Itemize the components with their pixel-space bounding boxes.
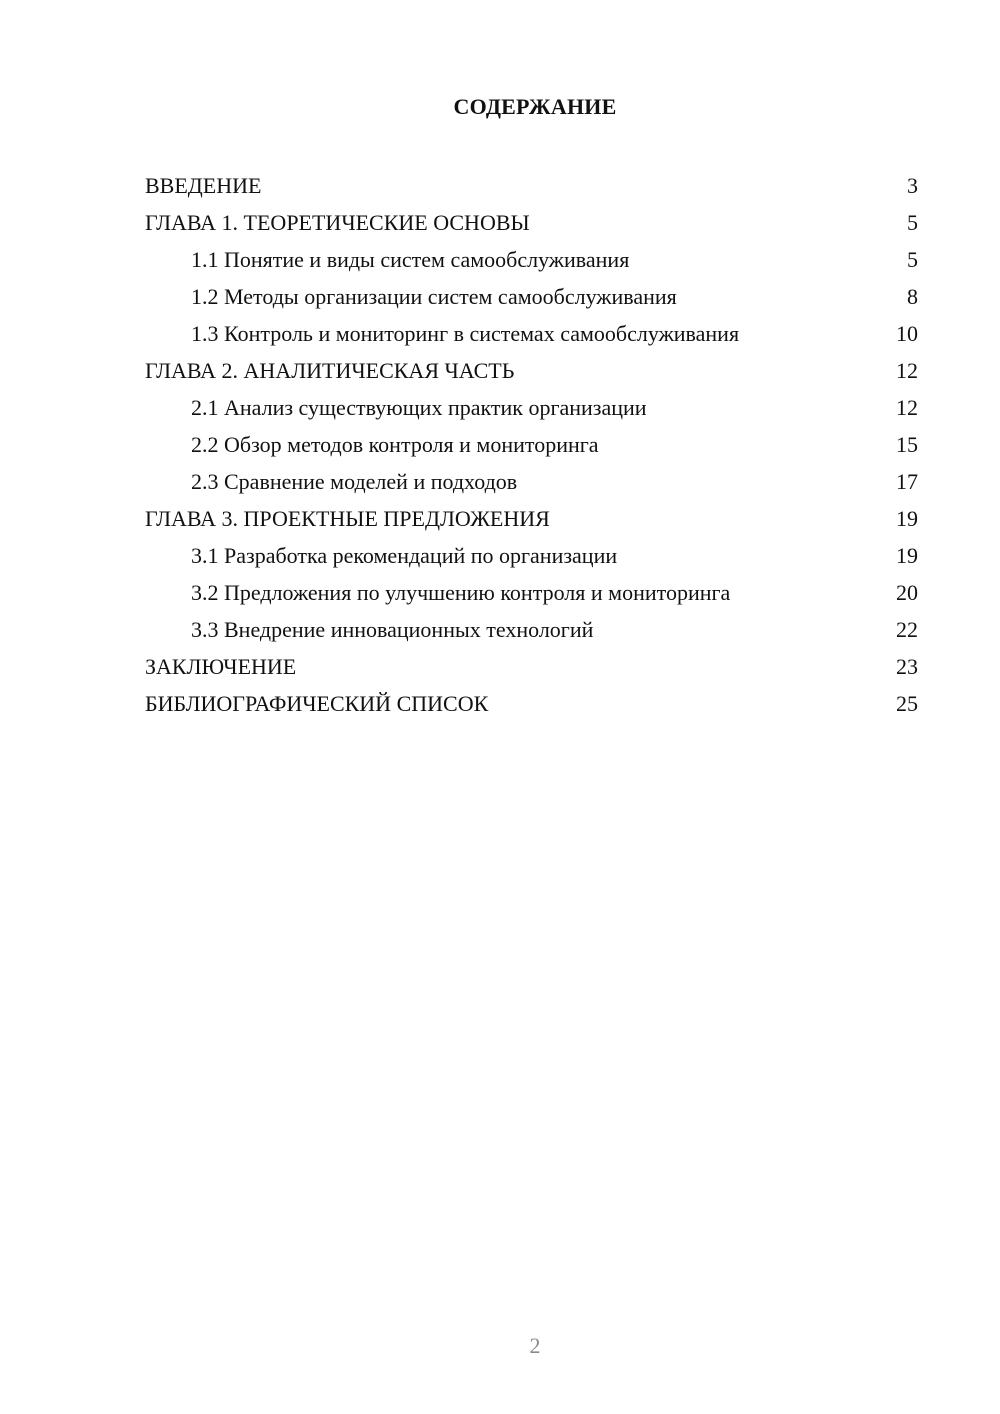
toc-entry-label: 3.2 Предложения по улучшению контроля и мониторинга	[191, 580, 731, 605]
toc-entry-page: 19	[896, 543, 918, 568]
page-title: СОДЕРЖАНИЕ	[453, 94, 617, 119]
toc-entry-section-2-2[interactable]	[145, 426, 918, 463]
toc-entry-label: БИБЛИОГРАФИЧЕСКИЙ СПИСОК	[145, 691, 489, 716]
toc-entry-chapter-2[interactable]	[145, 352, 918, 389]
toc-entry-label: 1.3 Контроль и мониторинг в системах самообслуживания	[191, 321, 740, 346]
toc-entry-label: 2.3 Сравнение моделей и подходов	[191, 469, 518, 494]
toc-entry-page: 15	[896, 432, 918, 457]
toc-entry-label: 2.1 Анализ существующих практик организации	[191, 395, 647, 420]
toc-entry-label: ГЛАВА 2. АНАЛИТИЧЕСКАЯ ЧАСТЬ	[145, 358, 515, 383]
toc-entry-label: 2.2 Обзор методов контроля и мониторинга	[191, 432, 599, 457]
toc-entry-page: 10	[896, 321, 918, 346]
toc-entry-page: 22	[896, 617, 918, 642]
toc-entry-chapter-1[interactable]	[145, 204, 918, 241]
toc-entry-page: 3	[907, 173, 918, 198]
toc-entry-label: ВВЕДЕНИЕ	[145, 173, 262, 198]
toc-entry-section-1-1[interactable]	[145, 241, 918, 278]
toc-entry-section-3-3[interactable]	[145, 611, 918, 648]
toc-entry-page: 19	[896, 506, 918, 531]
toc-entry-label: ГЛАВА 3. ПРОЕКТНЫЕ ПРЕДЛОЖЕНИЯ	[145, 506, 550, 531]
toc-entry-page: 23	[896, 654, 918, 679]
toc-entry-page: 8	[907, 284, 918, 309]
toc-entry-section-2-3[interactable]	[145, 463, 918, 500]
toc-entry-section-3-1[interactable]	[145, 537, 918, 574]
toc-entry-label: 1.1 Понятие и виды систем самообслуживания	[191, 247, 630, 272]
toc-entry-section-2-1[interactable]	[145, 389, 918, 426]
toc-entry-section-3-2[interactable]	[145, 574, 918, 611]
toc-entry-page: 12	[896, 358, 918, 383]
toc-entry-section-1-3[interactable]	[145, 315, 918, 352]
page-number: 2	[529, 1333, 541, 1358]
toc-entry-section-1-2[interactable]	[145, 278, 918, 315]
toc-entry-label: 3.1 Разработка рекомендаций по организации	[191, 543, 618, 568]
toc-entry-conclusion[interactable]	[145, 648, 918, 685]
toc-entry-label: 3.3 Внедрение инновационных технологий	[191, 617, 594, 642]
toc-entry-label: 1.2 Методы организации систем самообслуживания	[191, 284, 677, 309]
toc-entry-page: 20	[896, 580, 918, 605]
toc-entry-label: ЗАКЛЮЧЕНИЕ	[145, 654, 297, 679]
toc-entry-page: 5	[907, 210, 918, 235]
toc-entry-page: 25	[896, 691, 918, 716]
toc-entry-label: ГЛАВА 1. ТЕОРЕТИЧЕСКИЕ ОСНОВЫ	[145, 210, 530, 235]
toc-entry-page: 5	[907, 247, 918, 272]
table-of-contents	[145, 167, 918, 722]
toc-entry-page: 17	[896, 469, 918, 494]
toc-entry-chapter-3[interactable]	[145, 500, 918, 537]
toc-entry-introduction[interactable]	[145, 167, 918, 204]
toc-entry-bibliography[interactable]	[145, 685, 918, 722]
toc-entry-page: 12	[896, 395, 918, 420]
